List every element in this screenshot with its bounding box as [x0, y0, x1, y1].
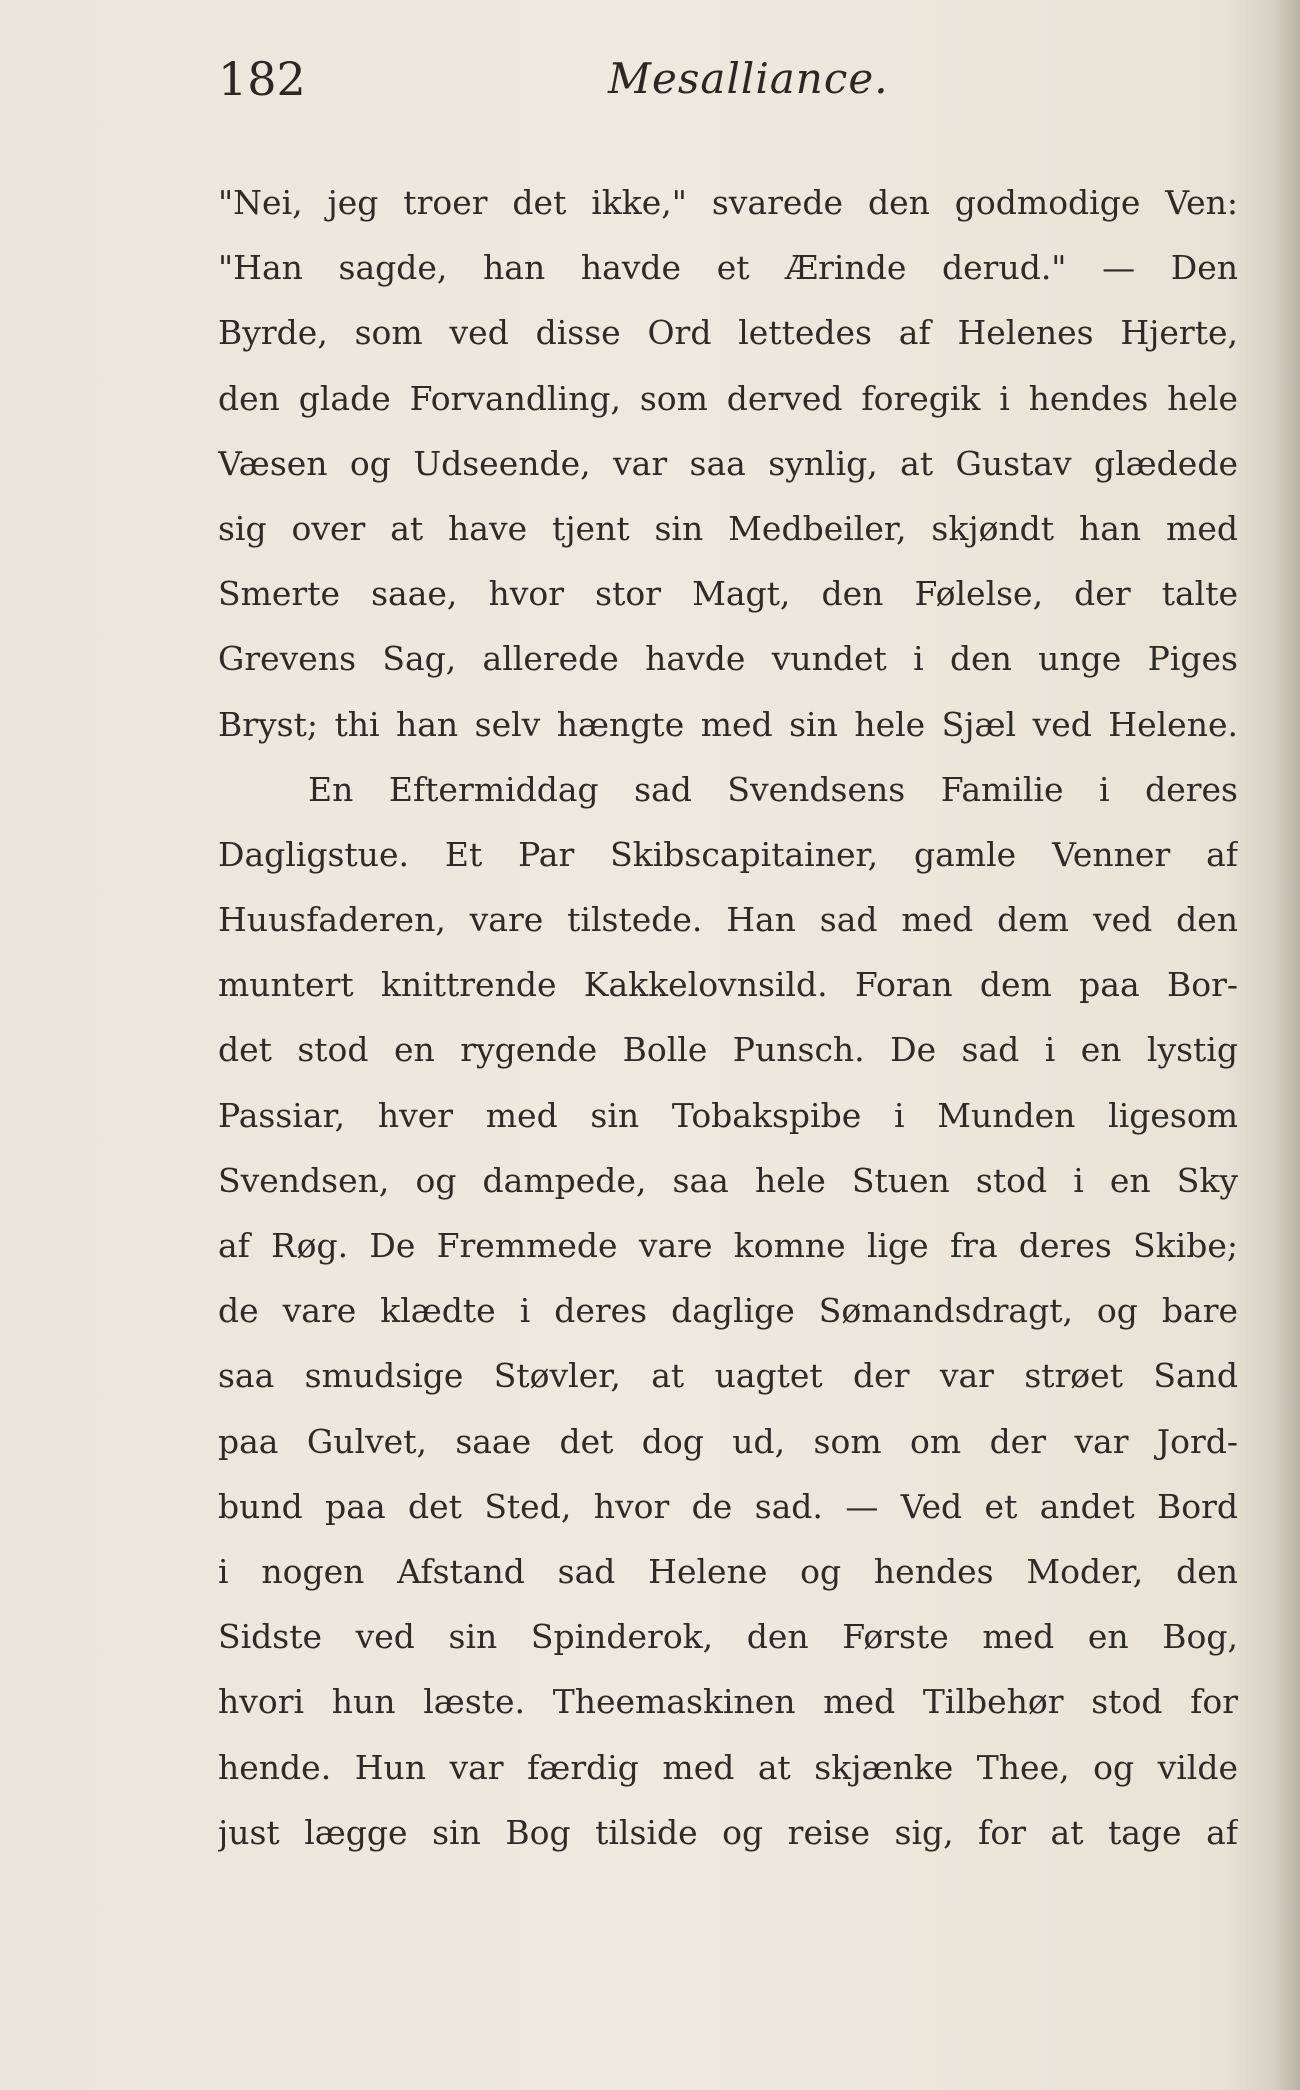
- text-line: i nogen Afstand sad Helene og hendes Moder, den: [218, 1551, 1238, 1591]
- text-line: muntert knittrende Kakkelovnsild. Foran dem paa Bor-: [218, 965, 1238, 1005]
- text-line: Smerte saae, hvor stor Magt, den Følelse, der talte: [218, 574, 1238, 614]
- text-line: saa smudsige Støvler, at uagtet der var strøet Sand: [218, 1356, 1238, 1396]
- text-line: Grevens Sag, allerede havde vundet i den unge Piges: [218, 639, 1238, 679]
- text-line: Bryst; thi han selv hængte med sin hele Sjæl ved Helene.: [218, 704, 1238, 744]
- text-line: Byrde, som ved disse Ord lettedes af Helenes Hjerte,: [218, 313, 1238, 353]
- text-line: hvori hun læste. Theemaskinen med Tilbehør stod for: [218, 1682, 1238, 1722]
- text-line: Huusfaderen, vare tilstede. Han sad med dem ved den: [218, 900, 1238, 940]
- text-line: bund paa det Sted, hvor de sad. — Ved et andet Bord: [218, 1486, 1238, 1526]
- text-line: Passiar, hver med sin Tobakspibe i Munden ligesom: [218, 1095, 1238, 1135]
- text-line: Sidste ved sin Spinderok, den Første med en Bog,: [218, 1617, 1238, 1657]
- text-line: af Røg. De Fremmede vare komne lige fra deres Skibe;: [218, 1226, 1238, 1265]
- text-line: Væsen og Udseende, var saa synlig, at Gustav glædede: [218, 443, 1238, 483]
- running-title: Mesalliance.: [608, 54, 889, 103]
- text-line: Dagligstue. Et Par Skibscapitainer, gamle Venner af: [218, 834, 1238, 874]
- text-line: det stod en rygende Bolle Punsch. De sad i en lystig: [218, 1030, 1238, 1070]
- text-line: paa Gulvet, saae det dog ud, som om der var Jord-: [218, 1421, 1238, 1461]
- text-line: just lægge sin Bog tilside og reise sig, for at tage af: [218, 1812, 1238, 1852]
- text-line: hende. Hun var færdig med at skjænke Thee, og vilde: [218, 1747, 1238, 1787]
- text-line: den glade Forvandling, som derved foregik i hendes hele: [218, 378, 1238, 418]
- body-text: [218, 170, 1238, 1865]
- page-number: 182: [218, 52, 306, 106]
- text-line: "Nei, jeg troer det ikke," svarede den godmodige Ven:: [218, 183, 1238, 222]
- page-header: [218, 52, 1238, 122]
- text-line: "Han sagde, han havde et Ærinde derud." — Den: [218, 248, 1238, 288]
- text-line: de vare klædte i deres daglige Sømandsdragt, og bare: [218, 1291, 1238, 1331]
- paragraph-start-line: En Eftermiddag sad Svendsens Familie i deres: [308, 769, 1238, 809]
- text-line: sig over at have tjent sin Medbeiler, skjøndt han med: [218, 508, 1238, 548]
- text-line: Svendsen, og dampede, saa hele Stuen stod i en Sky: [218, 1160, 1238, 1200]
